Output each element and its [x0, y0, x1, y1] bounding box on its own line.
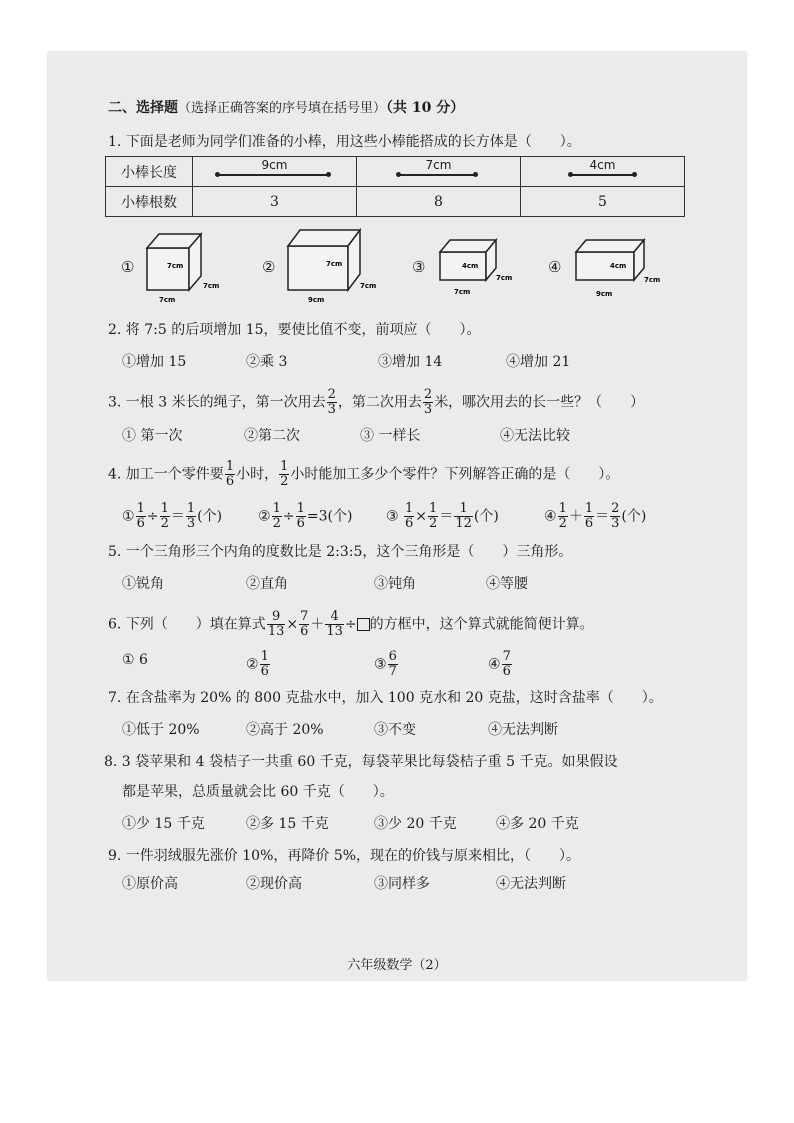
fraction: [225, 460, 235, 489]
box-depth-label: 7cm: [496, 274, 513, 282]
denominator: 2: [280, 474, 289, 489]
q5-option-2: ②直角: [246, 576, 288, 592]
q2-option-2: ②乘 3: [246, 354, 288, 370]
length-cell-3: [521, 157, 685, 187]
q3-option-2: ②第二次: [244, 428, 300, 444]
length-value-1: 9cm: [261, 158, 288, 172]
page-footer: 六年级数学（2）: [347, 958, 447, 973]
q7-option-1: ①低于 20%: [122, 722, 200, 738]
length-cell-1: [193, 157, 357, 187]
q3-option-1: ① 第一次: [122, 428, 183, 444]
fraction: $\frac{7}{6}$: [502, 649, 511, 679]
count-cell-3: 5: [521, 187, 685, 217]
question-1: 1. 下面是老师为同学们准备的小棒，用这些小棒能搭成的长方体是（ ）。: [108, 134, 581, 150]
fraction: $\frac{1}{6}$: [296, 501, 305, 531]
cuboid-option-3: [438, 238, 518, 302]
count-row-label: 小棒根数: [106, 187, 193, 217]
box-height-label: 4cm: [610, 262, 627, 270]
box-height-label: 7cm: [167, 262, 184, 270]
option-number: ③: [386, 508, 399, 525]
q4-text-a: 4. 加工一个零件要: [108, 466, 224, 483]
q8-option-4: ④多 20 千克: [496, 816, 579, 832]
fraction: $\frac{4}{13}$: [326, 609, 343, 639]
fraction: $\frac{1}{6}$: [136, 501, 145, 531]
section-title: 二、选择题: [108, 100, 178, 116]
q6-option-2: [246, 650, 271, 679]
q2-option-4: ④增加 21: [506, 354, 571, 370]
cuboid-option-4: [574, 238, 674, 302]
box-depth-label: 7cm: [360, 282, 377, 290]
box-option-2-number: ②: [262, 258, 276, 276]
option-number: ④: [488, 656, 501, 673]
question-6: 6. 下列（ ）填在算式 $\frac{9}{13}$ × $\frac{7}{6}$ ＋ $\frac{4}{13}$ ÷ 的方框中，这个算式就能简便计算。: [108, 609, 594, 639]
box-height-label: 4cm: [462, 262, 479, 270]
box-option-1-number: ①: [121, 258, 135, 276]
denominator: 3: [327, 402, 336, 417]
q5-option-1: ①锐角: [122, 576, 164, 592]
cube-icon: [574, 238, 674, 298]
count-cell-2: 8: [357, 187, 521, 217]
q4-option-2: ② $\frac{1}{2}$ ÷ $\frac{1}{6}$ =3(个): [258, 501, 353, 531]
q3-text-a: 3. 一根 3 米长的绳子，第一次用去: [108, 394, 326, 411]
option-number: ①: [122, 508, 135, 525]
q6-text-a: 6. 下列（ ）填在算式: [108, 616, 266, 633]
q6-text-b: 的方框中，这个算式就能简便计算。: [369, 616, 594, 633]
fraction: $\frac{1}{6}$: [405, 501, 414, 531]
q8-option-3: ③少 20 千克: [374, 816, 457, 832]
q7-option-3: ③不变: [374, 722, 416, 738]
box-option-4-number: ④: [548, 258, 562, 276]
length-cell-2: [357, 157, 521, 187]
option-number: ③: [374, 656, 387, 673]
q9-option-2: ②现价高: [246, 876, 302, 892]
fraction: $\frac{1}{2}$: [272, 501, 281, 531]
q6-option-1: ① 6: [122, 652, 148, 668]
unit: (个): [197, 508, 223, 525]
stick-table: [105, 156, 685, 217]
box-length-label: 7cm: [159, 296, 176, 304]
q8-option-1: ①少 15 千克: [122, 816, 205, 832]
count-cell-1: 3: [193, 187, 357, 217]
question-9: 9. 一件羽绒服先涨价 10%，再降价 5%，现在的价钱与原来相比，（ ）。: [108, 848, 581, 864]
length-row-label: 小棒长度: [106, 157, 193, 187]
cuboid-option-2: [286, 226, 376, 302]
q9-option-3: ③同样多: [374, 876, 430, 892]
question-7: 7. 在含盐率为 20% 的 800 克盐水中，加入 100 克水和 20 克盐，这时含盐率（ ）。: [108, 690, 663, 706]
q3-option-4: ④无法比较: [500, 428, 570, 444]
q3-text-c: 米，哪次用去的长一些？（ ）: [434, 394, 645, 411]
q4-option-3: ③ $\frac{1}{6}$ × $\frac{1}{2}$ ＝ $\frac{1}{12}$ (个): [386, 501, 499, 531]
fraction: [423, 388, 433, 417]
q7-option-4: ④无法判断: [488, 722, 558, 738]
q4-option-4: ④ $\frac{1}{2}$ ＋ $\frac{1}{6}$ ＝ $\frac{2}{3}$ (个): [544, 501, 647, 531]
q5-option-4: ④等腰: [486, 576, 528, 592]
result: =3(个): [306, 508, 353, 525]
stick-icon: [399, 174, 475, 176]
cube-icon: [438, 238, 518, 298]
fraction: $\frac{1}{6}$: [260, 649, 269, 679]
fraction: $\frac{7}{6}$: [300, 609, 309, 639]
box-length-label: 9cm: [596, 290, 613, 298]
fraction: [327, 388, 337, 417]
option-number: ②: [258, 508, 271, 525]
question-4: [108, 460, 619, 489]
fraction: $\frac{9}{13}$: [267, 609, 285, 639]
q2-option-3: ③增加 14: [378, 354, 443, 370]
cube-icon: [286, 226, 377, 304]
q2-option-1: ①增加 15: [122, 354, 187, 370]
question-8-line-1: 8. 3 袋苹果和 4 袋桔子一共重 60 千克，每袋苹果比每袋桔子重 5 千克。如果假设: [104, 754, 618, 770]
cuboid-option-1: [145, 230, 225, 304]
question-2: 2. 将 7:5 的后项增加 15，要使比值不变，前项应（ ）。: [108, 322, 481, 338]
box-depth-label: 7cm: [203, 282, 220, 290]
q4-option-1: ① $\frac{1}{6}$ ÷ $\frac{1}{2}$ ＝ $\frac{1}{3}$ (个): [122, 501, 223, 531]
fraction: $\frac{1}{6}$: [584, 501, 594, 531]
q4-text-c: 小时能加工多少个零件？下列解答正确的是（ ）。: [290, 466, 620, 483]
q9-option-1: ①原价高: [122, 876, 178, 892]
section-header: [108, 98, 464, 119]
fraction: $\frac{1}{2}$: [160, 501, 169, 531]
numerator: 1: [280, 459, 289, 474]
stick-icon: [571, 174, 634, 176]
unit: (个): [621, 508, 647, 525]
length-row: [106, 157, 685, 187]
numerator: 2: [327, 387, 336, 402]
q7-option-2: ②高于 20%: [246, 722, 324, 738]
option-number: ④: [544, 508, 557, 525]
length-value-2: 7cm: [425, 158, 452, 172]
numerator: 1: [225, 459, 235, 474]
question-5: 5. 一个三角形三个内角的度数比是 2:3:5，这个三角形是（ ）三角形。: [108, 544, 573, 560]
question-8-line-2: 都是苹果，总质量就会比 60 千克（ ）。: [122, 784, 394, 800]
q6-option-4: [488, 650, 513, 679]
fraction: $\frac{2}{3}$: [611, 501, 620, 531]
length-value-3: 4cm: [589, 158, 616, 172]
stick-icon: [218, 174, 328, 176]
unit: (个): [473, 508, 499, 525]
denominator: 3: [423, 402, 433, 417]
fraction: $\frac{1}{3}$: [186, 501, 196, 531]
denominator: 6: [225, 474, 235, 489]
q3-text-b: ，第二次用去: [337, 394, 422, 411]
question-3: [108, 388, 644, 417]
box-option-3-number: ③: [412, 258, 426, 276]
box-depth-label: 7cm: [644, 276, 661, 284]
fraction: $\frac{1}{2}$: [429, 501, 438, 531]
fraction: [279, 460, 289, 489]
blank-box-icon: [357, 618, 370, 631]
cube-icon: [145, 230, 225, 304]
q8-option-2: ②多 15 千克: [246, 816, 329, 832]
q5-option-3: ③钝角: [374, 576, 416, 592]
option-number: ②: [246, 656, 259, 673]
section-score: （共 10 分）: [386, 100, 465, 116]
q3-option-3: ③ 一样长: [360, 428, 421, 444]
count-row: [106, 187, 685, 217]
box-length-label: 9cm: [308, 296, 325, 304]
exam-page: [48, 52, 746, 980]
box-height-label: 7cm: [326, 260, 343, 268]
fraction: $\frac{1}{12}$: [455, 501, 472, 531]
numerator: 2: [423, 387, 433, 402]
fraction: $\frac{6}{7}$: [388, 649, 397, 679]
q9-option-4: ④无法判断: [496, 876, 566, 892]
section-note: （选择正确答案的序号填在括号里）: [178, 101, 387, 116]
q4-text-b: 小时，: [236, 466, 279, 483]
q6-option-3: [374, 650, 399, 679]
box-length-label: 7cm: [454, 288, 471, 296]
fraction: $\frac{1}{2}$: [558, 501, 567, 531]
